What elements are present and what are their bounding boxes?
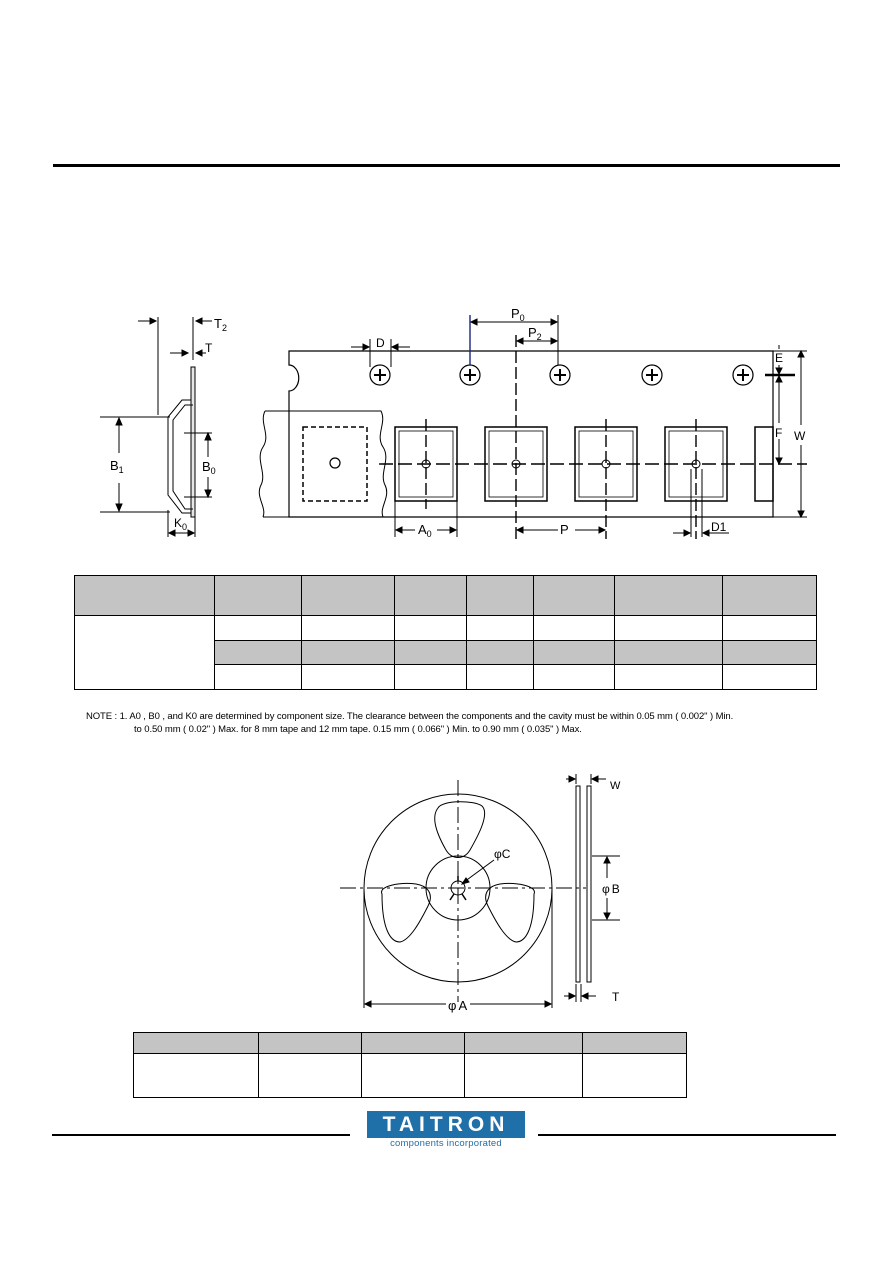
tape-side-view-diagram [90,305,260,545]
t-label: T [205,341,213,355]
reel-w-label: W [610,780,621,792]
table-header-row [134,1033,687,1054]
t2-label: $T_2$ [214,316,227,333]
sprocket-holes [370,365,753,385]
k0-label: $K_0$ [174,516,188,532]
table-row [134,1054,687,1098]
p0-label: $P_0$ [511,306,525,323]
reel-diagram [330,770,650,1020]
a0-label: $A_0$ [418,522,432,539]
header-rule [53,164,840,167]
p-label: P [560,522,569,537]
note-line-1: NOTE : 1. A0 , B0 , and K0 are determined by component size. The clearance between the components and the cavity must be within 0.05 mm ( 0.002" ) Min. [86,711,734,722]
d-label: D [376,336,385,350]
b1-label: $B_1$ [110,458,124,475]
table-header-row [75,576,817,616]
reel-dimensions-table [133,1032,687,1098]
b0-label: $B_0$ [202,459,216,476]
f-label: F [775,426,783,440]
p2-label: $P_2$ [528,325,542,342]
d1-label: D1 [711,520,727,534]
logo-tagline: components incorporated [390,1138,502,1149]
a-label: φ A [448,998,468,1013]
e-label: E [775,351,784,365]
table-row [75,616,817,641]
reel-t-label: T [612,990,620,1004]
tolerance-note [86,710,816,736]
c-label: φC [494,847,511,861]
tape-dimensions-table [74,575,817,690]
note-line-2: to 0.50 mm ( 0.02" ) Max. for 8 mm tape and 12 mm tape. 0.15 mm ( 0.066" ) Min. to 0.90 mm ( 0.035" ) Max. [134,724,582,735]
taitron-logo: TAITRON [367,1111,525,1138]
b-label: φ B [602,882,620,896]
tape-top-view-diagram [255,305,815,545]
w-label: W [794,429,806,443]
footer-rule-right [538,1134,836,1136]
footer-rule-left [52,1134,350,1136]
